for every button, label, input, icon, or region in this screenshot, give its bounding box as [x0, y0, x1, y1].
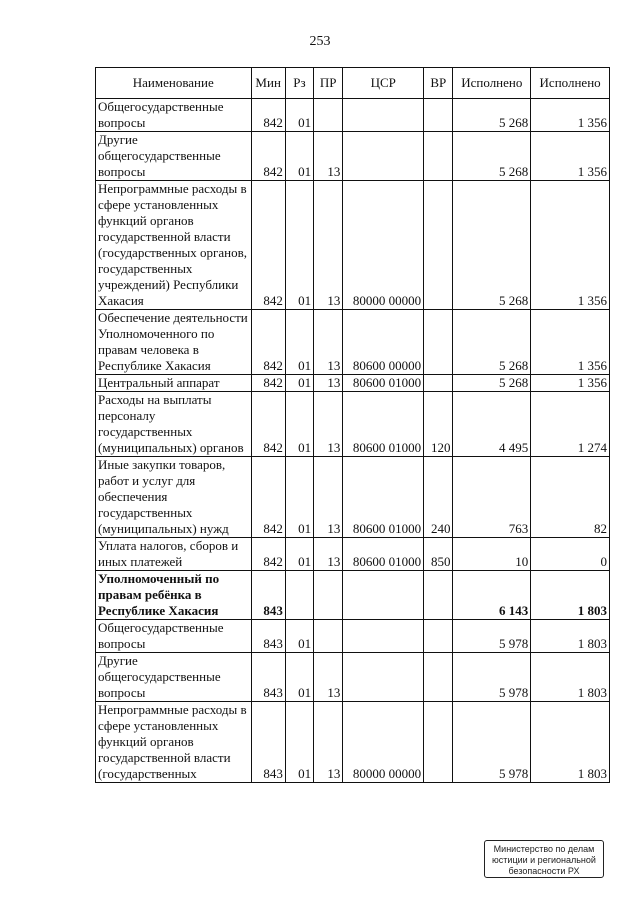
row-executed-1: 5 268 — [453, 310, 531, 375]
row-executed-1: 4 495 — [453, 392, 531, 457]
header-csr: ЦСР — [343, 68, 424, 99]
row-vr — [424, 620, 453, 653]
row-csr: 80600 01000 — [343, 457, 424, 538]
row-csr: 80600 00000 — [343, 310, 424, 375]
row-name: Общегосударственные вопросы — [96, 99, 252, 132]
row-min: 843 — [251, 702, 285, 783]
header-row — [96, 68, 610, 99]
row-name: Другие общегосударственные вопросы — [96, 653, 252, 702]
header-rz: Рз — [285, 68, 313, 99]
row-executed-2: 1 803 — [531, 653, 610, 702]
row-executed-1: 5 978 — [453, 653, 531, 702]
row-csr: 80600 01000 — [343, 392, 424, 457]
row-min: 842 — [251, 132, 285, 181]
row-executed-2: 1 356 — [531, 132, 610, 181]
row-min: 842 — [251, 392, 285, 457]
row-csr: 80000 00000 — [343, 702, 424, 783]
row-executed-2: 1 803 — [531, 571, 610, 620]
header-vr: ВР — [424, 68, 453, 99]
row-vr — [424, 310, 453, 375]
row-executed-2: 82 — [531, 457, 610, 538]
budget-table — [95, 67, 610, 783]
row-executed-1: 5 978 — [453, 702, 531, 783]
table-row — [96, 132, 610, 181]
table-header — [96, 68, 610, 99]
row-rz: 01 — [285, 181, 313, 310]
row-executed-2: 1 803 — [531, 702, 610, 783]
row-vr — [424, 702, 453, 783]
row-min: 842 — [251, 181, 285, 310]
row-vr — [424, 99, 453, 132]
stamp-line: безопасности РХ — [508, 866, 580, 876]
row-min: 843 — [251, 571, 285, 620]
row-name: Непрограммные расходы в сфере установленных функций органов государственной власти (государственных органов, государственных учреждений) Республики Хакасия — [96, 181, 252, 310]
row-rz: 01 — [285, 310, 313, 375]
row-name: Обеспечение деятельности Уполномоченного по правам человека в Республике Хакасия — [96, 310, 252, 375]
row-rz: 01 — [285, 132, 313, 181]
row-rz: 01 — [285, 653, 313, 702]
header-executed-2: Исполнено — [531, 68, 610, 99]
row-pr: 13 — [314, 538, 343, 571]
row-executed-1: 5 268 — [453, 132, 531, 181]
row-csr — [343, 132, 424, 181]
table-row — [96, 457, 610, 538]
row-executed-1: 5 978 — [453, 620, 531, 653]
row-executed-2: 1 356 — [531, 181, 610, 310]
row-executed-2: 0 — [531, 538, 610, 571]
row-name: Уплата налогов, сборов и иных платежей — [96, 538, 252, 571]
row-min: 843 — [251, 620, 285, 653]
row-vr — [424, 571, 453, 620]
table-row — [96, 702, 610, 783]
row-vr — [424, 375, 453, 392]
row-pr: 13 — [314, 457, 343, 538]
row-rz: 01 — [285, 538, 313, 571]
table-row — [96, 375, 610, 392]
row-pr: 13 — [314, 653, 343, 702]
row-pr: 13 — [314, 392, 343, 457]
row-csr: 80000 00000 — [343, 181, 424, 310]
row-name: Другие общегосударственные вопросы — [96, 132, 252, 181]
row-executed-1: 5 268 — [453, 99, 531, 132]
header-pr: ПР — [314, 68, 343, 99]
row-rz: 01 — [285, 620, 313, 653]
table-row — [96, 99, 610, 132]
row-vr: 120 — [424, 392, 453, 457]
table-row — [96, 392, 610, 457]
stamp-line: юстиции и региональной — [492, 855, 596, 865]
row-executed-2: 1 803 — [531, 620, 610, 653]
row-min: 842 — [251, 99, 285, 132]
row-rz: 01 — [285, 375, 313, 392]
row-executed-1: 5 268 — [453, 181, 531, 310]
row-executed-1: 6 143 — [453, 571, 531, 620]
row-csr — [343, 99, 424, 132]
row-executed-2: 1 356 — [531, 310, 610, 375]
row-csr: 80600 01000 — [343, 375, 424, 392]
row-min: 842 — [251, 538, 285, 571]
row-pr — [314, 571, 343, 620]
row-csr — [343, 653, 424, 702]
row-vr: 240 — [424, 457, 453, 538]
table-body — [96, 99, 610, 783]
row-pr: 13 — [314, 310, 343, 375]
row-name: Центральный аппарат — [96, 375, 252, 392]
table-row-section — [96, 571, 610, 620]
row-min: 842 — [251, 375, 285, 392]
row-csr — [343, 620, 424, 653]
row-pr: 13 — [314, 702, 343, 783]
row-min: 842 — [251, 310, 285, 375]
row-executed-2: 1 356 — [531, 375, 610, 392]
row-executed-1: 5 268 — [453, 375, 531, 392]
header-executed-1: Исполнено — [453, 68, 531, 99]
row-vr — [424, 181, 453, 310]
row-executed-1: 763 — [453, 457, 531, 538]
row-min: 843 — [251, 653, 285, 702]
row-rz — [285, 571, 313, 620]
header-name: Наименование — [96, 68, 252, 99]
row-csr: 80600 01000 — [343, 538, 424, 571]
row-vr: 850 — [424, 538, 453, 571]
row-executed-2: 1 274 — [531, 392, 610, 457]
table-row — [96, 181, 610, 310]
row-pr — [314, 620, 343, 653]
table-row — [96, 538, 610, 571]
row-vr — [424, 132, 453, 181]
row-rz: 01 — [285, 702, 313, 783]
table-row — [96, 310, 610, 375]
page-number: 253 — [309, 34, 331, 49]
row-executed-2: 1 356 — [531, 99, 610, 132]
stamp-line: Министерство по делам — [493, 844, 595, 854]
table-row — [96, 653, 610, 702]
row-executed-1: 10 — [453, 538, 531, 571]
row-rz: 01 — [285, 457, 313, 538]
row-min: 842 — [251, 457, 285, 538]
row-pr: 13 — [314, 375, 343, 392]
header-min: Мин — [251, 68, 285, 99]
row-vr — [424, 653, 453, 702]
row-name: Общегосударственные вопросы — [96, 620, 252, 653]
row-pr: 13 — [314, 181, 343, 310]
row-name: Иные закупки товаров, работ и услуг для обеспечения государственных (муниципальных) нужд — [96, 457, 252, 538]
row-name: Непрограммные расходы в сфере установленных функций органов государственной власти (государственных — [96, 702, 252, 783]
row-name: Уполномоченный по правам ребёнка в Республике Хакасия — [96, 571, 252, 620]
row-pr: 13 — [314, 132, 343, 181]
row-rz: 01 — [285, 392, 313, 457]
row-rz: 01 — [285, 99, 313, 132]
row-pr — [314, 99, 343, 132]
row-name: Расходы на выплаты персоналу государственных (муниципальных) органов — [96, 392, 252, 457]
row-csr — [343, 571, 424, 620]
table-row — [96, 620, 610, 653]
ministry-stamp — [484, 840, 604, 878]
